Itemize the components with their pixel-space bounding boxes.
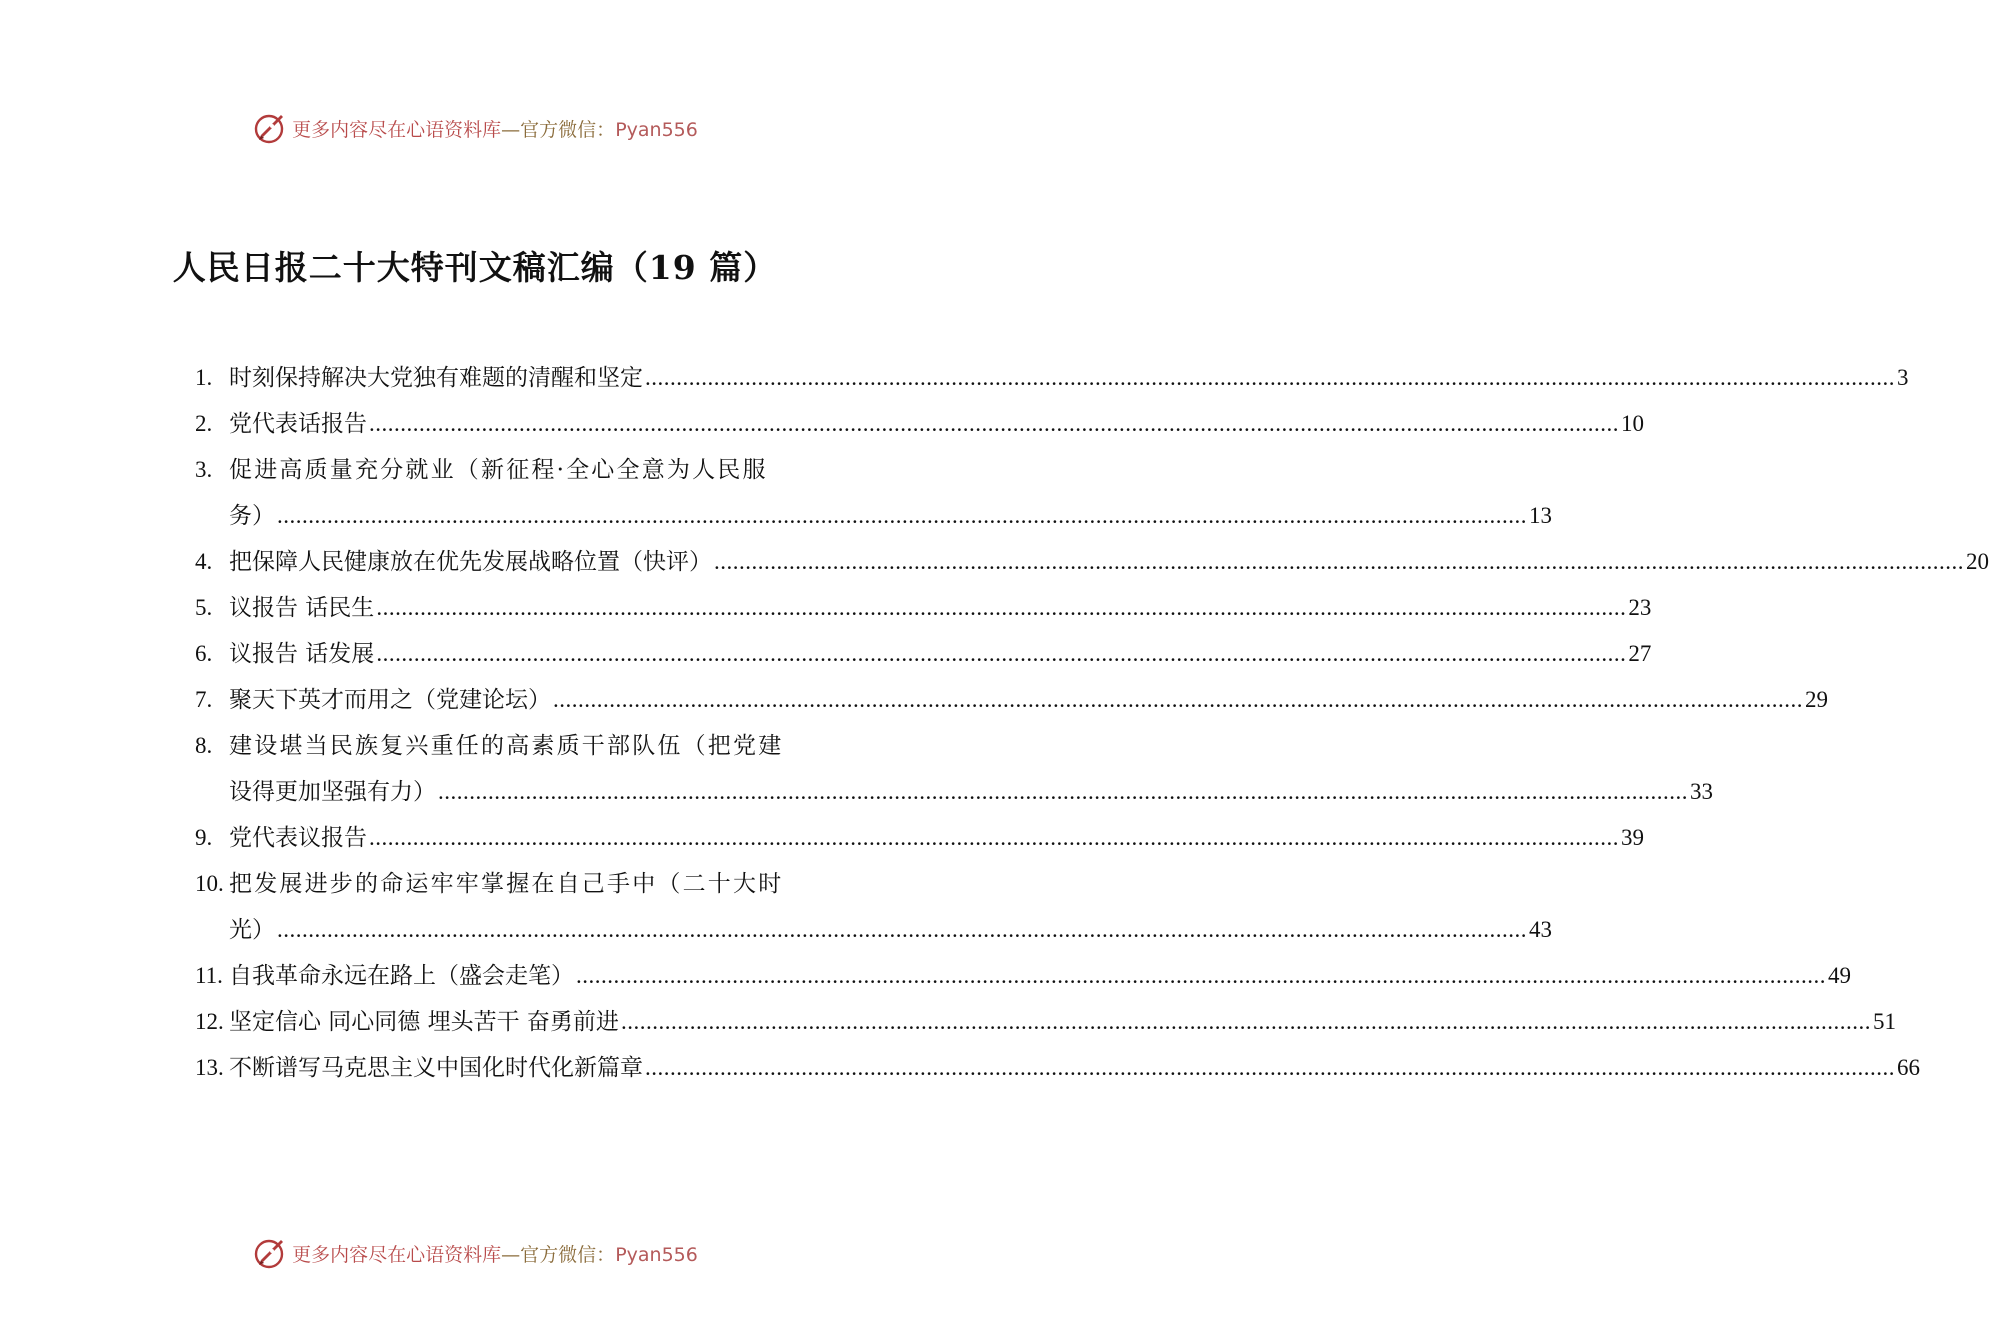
dot-leader: ........................................................................................................................................................................................................	[277, 503, 1527, 528]
dot-leader: ........................................................................................................................................................................................................	[714, 549, 1964, 574]
toc-line	[195, 447, 807, 493]
toc-title: 不断谱写马克思主义中国化时代化新篇章	[229, 1055, 643, 1081]
dot-leader: ........................................................................................................................................................................................................	[645, 365, 1895, 390]
toc-entry[interactable]	[195, 999, 1896, 1045]
toc-number: 12.	[195, 1009, 224, 1034]
toc-entry[interactable]	[195, 953, 1851, 999]
toc-number: 5.	[195, 595, 213, 620]
toc-line	[195, 493, 1552, 539]
toc-entry[interactable]	[195, 861, 1552, 953]
toc-line	[195, 861, 807, 907]
dot-leader: ........................................................................................................................................................................................................	[576, 963, 1826, 988]
toc-page-number: 10	[1621, 411, 1644, 436]
dot-leader: ........................................................................................................................................................................................................	[277, 917, 1527, 942]
toc-number: 9.	[195, 825, 213, 850]
toc-page-number: 39	[1621, 825, 1644, 850]
dot-leader: ........................................................................................................................................................................................................	[438, 779, 1688, 804]
toc-line	[195, 677, 1828, 723]
toc-line	[195, 539, 1989, 585]
toc-title: 光）	[229, 917, 275, 943]
pen-logo-icon	[252, 110, 288, 146]
toc-page-number: 23	[1628, 595, 1652, 620]
dot-leader: ........................................................................................................................................................................................................	[369, 411, 1619, 436]
toc-page-number: 29	[1805, 687, 1828, 712]
toc-line	[195, 631, 1652, 677]
toc-line	[195, 769, 1713, 815]
header-banner	[0, 108, 950, 148]
toc-title: 促进高质量充分就业（新征程·全心全意为人民服	[229, 457, 768, 483]
toc-number: 4.	[195, 549, 213, 574]
toc-title: 设得更加坚强有力）	[229, 779, 436, 805]
toc-entry[interactable]	[195, 1045, 1920, 1091]
toc-number: 10.	[195, 871, 224, 896]
toc-title: 务）	[229, 503, 275, 529]
toc-number: 11.	[195, 963, 223, 988]
toc-number: 3.	[195, 457, 213, 482]
toc-line	[195, 1045, 1920, 1091]
toc-line	[195, 953, 1851, 999]
banner-text: 更多内容尽在心语资料库—官方微信：Pyan556	[292, 118, 698, 141]
toc-number: 2.	[195, 411, 213, 436]
toc-number: 1.	[195, 365, 213, 390]
toc-page-number: 49	[1828, 963, 1851, 988]
toc-line	[195, 723, 807, 769]
dot-leader: ........................................................................................................................................................................................................	[369, 825, 1619, 850]
toc-entry[interactable]	[195, 631, 1652, 677]
toc-page-number: 66	[1897, 1055, 1920, 1080]
toc-page-number: 27	[1628, 641, 1652, 666]
toc-number: 13.	[195, 1055, 224, 1080]
toc-line	[195, 815, 1644, 861]
toc-title: 坚定信心 同心同德 埋头苦干 奋勇前进	[229, 1009, 619, 1035]
toc-number: 7.	[195, 687, 213, 712]
toc-line	[195, 907, 1552, 953]
dot-leader: ........................................................................................................................................................................................................	[376, 641, 1627, 666]
toc-entry[interactable]	[195, 815, 1644, 861]
toc-title: 聚天下英才而用之（党建论坛）	[229, 687, 551, 713]
table-of-contents	[195, 355, 1989, 1091]
toc-title: 党代表话报告	[229, 411, 367, 437]
document-title: 人民日报二十大特刊文稿汇编（19 篇）	[172, 248, 778, 287]
toc-entry[interactable]	[195, 677, 1828, 723]
toc-page-number: 3	[1897, 365, 1909, 390]
toc-number: 6.	[195, 641, 213, 666]
toc-title: 议报告 话民生	[229, 595, 375, 621]
toc-title: 把发展进步的命运牢牢掌握在自己手中（二十大时	[229, 871, 784, 897]
dot-leader: ........................................................................................................................................................................................................	[553, 687, 1803, 712]
toc-page-number: 33	[1690, 779, 1713, 804]
toc-entry[interactable]	[195, 447, 1552, 539]
toc-entry[interactable]	[195, 539, 1989, 585]
toc-title: 建设堪当民族复兴重任的高素质干部队伍（把党建	[229, 733, 784, 759]
toc-title: 议报告 话发展	[229, 641, 375, 667]
dot-leader: ........................................................................................................................................................................................................	[645, 1055, 1895, 1080]
dot-leader: ........................................................................................................................................................................................................	[376, 595, 1627, 620]
footer-banner	[0, 1233, 950, 1273]
toc-entry[interactable]	[195, 355, 1909, 401]
toc-title: 时刻保持解决大党独有难题的清醒和坚定	[229, 365, 643, 391]
toc-number: 8.	[195, 733, 213, 758]
toc-page-number: 20	[1966, 549, 1989, 574]
pen-logo-icon	[252, 1235, 288, 1271]
toc-line	[195, 585, 1652, 631]
toc-page-number: 43	[1529, 917, 1552, 942]
toc-title: 自我革命永远在路上（盛会走笔）	[229, 963, 574, 989]
toc-line	[195, 401, 1644, 447]
toc-title: 把保障人民健康放在优先发展战略位置（快评）	[229, 549, 712, 575]
toc-page-number: 51	[1872, 1009, 1896, 1034]
toc-page-number: 13	[1529, 503, 1552, 528]
dot-leader: ........................................................................................................................................................................................................	[620, 1009, 1871, 1034]
toc-entry[interactable]	[195, 401, 1644, 447]
toc-entry[interactable]	[195, 585, 1652, 631]
banner-text: 更多内容尽在心语资料库—官方微信：Pyan556	[292, 1243, 698, 1266]
toc-line	[195, 355, 1909, 401]
toc-entry[interactable]	[195, 723, 1713, 815]
toc-line	[195, 999, 1896, 1045]
toc-title: 党代表议报告	[229, 825, 367, 851]
